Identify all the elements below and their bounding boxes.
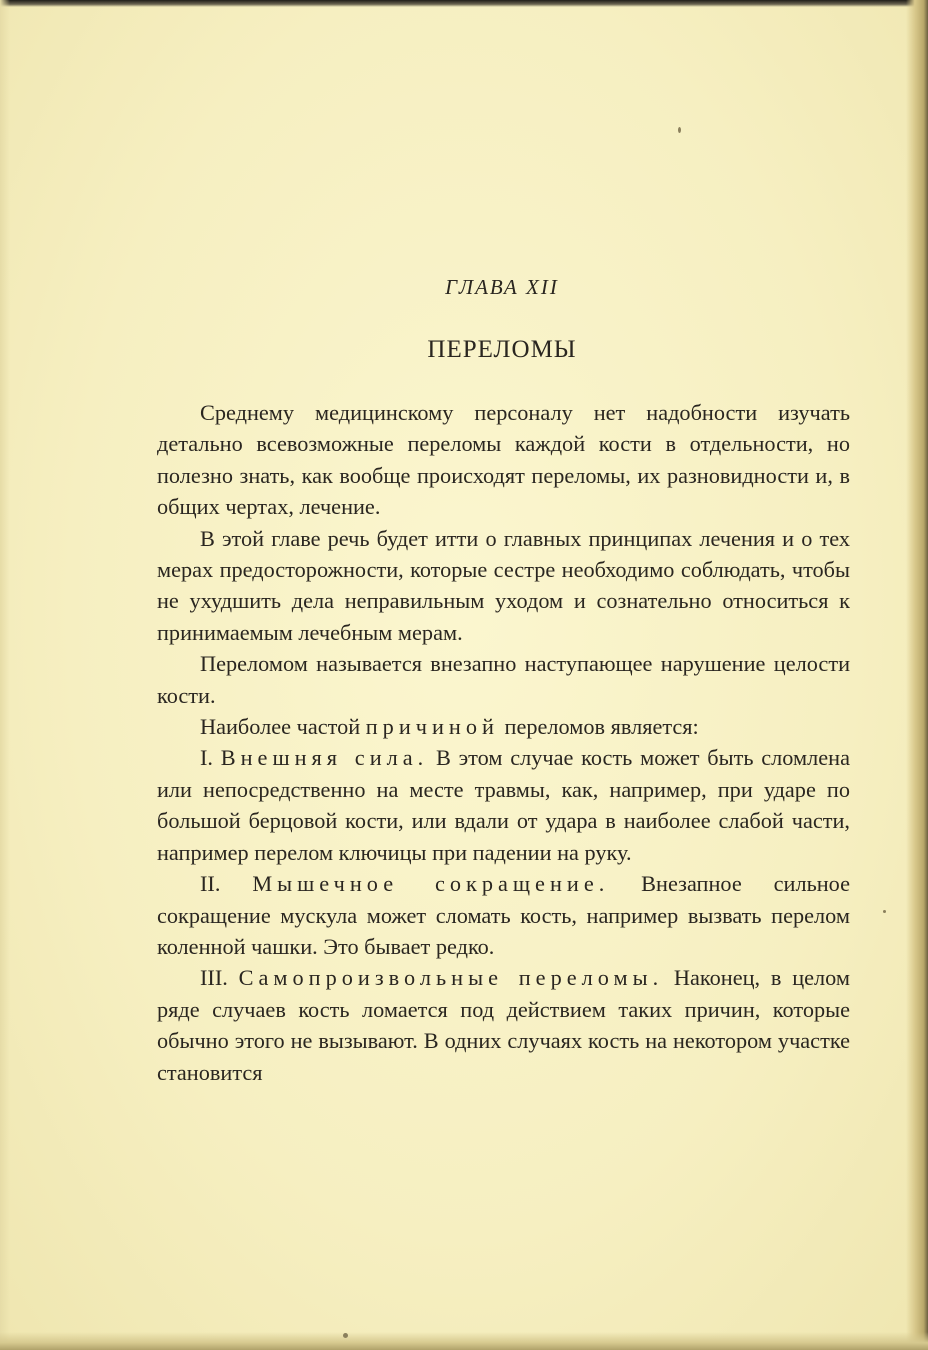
paragraph: В этой главе речь будет итти о главных принципах лечения и о тех мерах предосторожности, которые сестре необходимо соблюдать, чтобы не ухудшить дела неправильным уходом и сознательно относиться к принимаемым лечебным мерам. xyxy=(157,525,850,645)
paper-speck xyxy=(678,127,681,133)
paragraph-text: Наиболее частой xyxy=(200,714,366,740)
page-bottom-edge xyxy=(0,1332,928,1350)
paragraph-text: III. xyxy=(200,965,239,991)
paragraph xyxy=(157,711,850,742)
page-top-edge xyxy=(0,0,928,7)
chapter-title: ПЕРЕЛОМЫ xyxy=(427,336,577,363)
spaced-emphasis: Мышечное сокращение. xyxy=(252,871,610,897)
paragraph-text: I. xyxy=(200,745,221,771)
paragraph xyxy=(157,962,850,1088)
chapter-heading: ГЛАВА XII xyxy=(445,275,559,299)
paragraph: Переломом называется внезапно наступающее нарушение целости кости. xyxy=(157,651,850,708)
paper-speck xyxy=(343,1333,348,1338)
paragraph xyxy=(157,742,850,868)
paragraph-text: Внезапное сильное сокращение мускула может сломать кость, например вызвать перелом коленной чашки. Это бывает редко. xyxy=(157,871,850,959)
paragraph xyxy=(157,868,850,962)
body-text xyxy=(157,397,850,1088)
spaced-emphasis: Внешняя сила. xyxy=(220,745,429,771)
page-left-edge xyxy=(0,0,10,1350)
paragraph-text: Наконец, в целом ряде случаев кость ломается под действием таких причин, которые обычно этого не вызывают. В одних случаях кость на некотором участке становится xyxy=(157,965,850,1085)
paragraph-text: В этом случае кость может быть сломлена или непосредственно на месте травмы, как, например, при ударе по большой берцовой кости, или вдали от удара в наиболее слабой части, например перелом ключицы при падении на руку. xyxy=(157,745,850,865)
spaced-emphasis: причиной xyxy=(365,714,499,740)
paragraph: Среднему медицинскому персоналу нет надобности изучать детально всевозможные переломы каждой кости в отдельности, но полезно знать, как вообще происходят переломы, их разновидности и, в общих чертах, лечение. xyxy=(157,400,850,520)
paragraph-text: II. xyxy=(200,871,253,897)
paragraph-text: переломов является: xyxy=(498,714,699,740)
page-right-edge xyxy=(906,0,928,1350)
spaced-emphasis: Самопроизвольные переломы. xyxy=(238,965,664,991)
paper-speck xyxy=(883,910,886,913)
